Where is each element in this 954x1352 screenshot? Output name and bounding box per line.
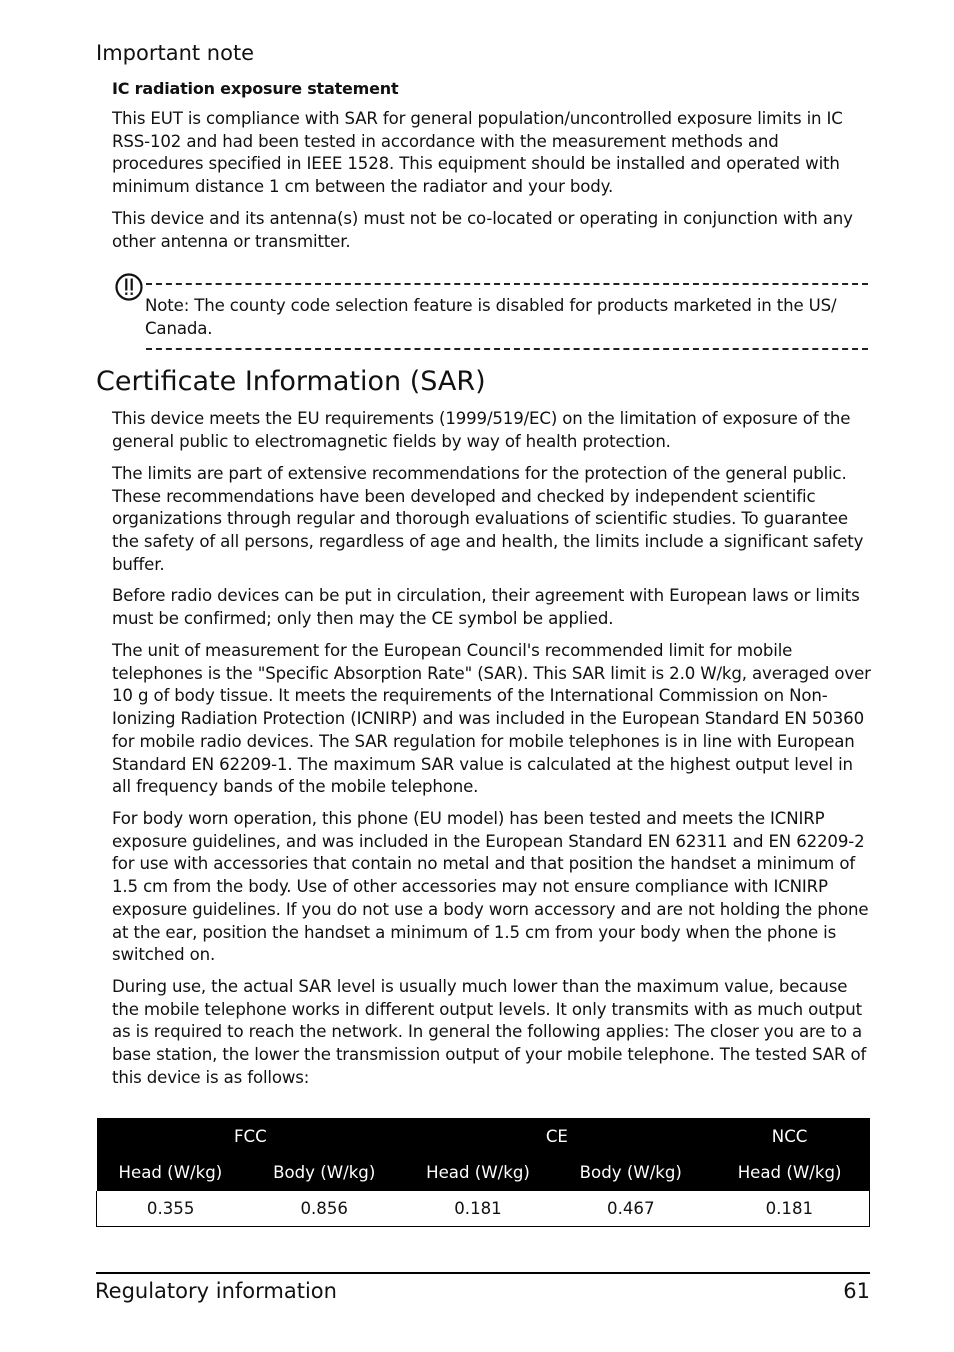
certificate-paragraph: During use, the actual SAR level is usually much lower than the maximum value, because the mobile telephone works in different output levels. It only transmits with as much output as is required to reach the network. In general the following applies: The closer you are to a base station, the lower the transmission output of your mobile telephone. The tested SAR of this device is as follows: — [112, 977, 867, 1087]
footer-section-name: Regulatory information — [95, 1279, 337, 1303]
certificate-paragraph: Before radio devices can be put in circulation, their agreement with European laws or limits must be confirmed; only then may the CE symbol be applied. — [112, 586, 860, 628]
sar-group-fcc: FCC — [97, 1118, 405, 1154]
section-heading-important-note: Important note — [96, 41, 255, 65]
sar-value-cell: 0.467 — [552, 1191, 710, 1227]
certificate-paragraph: This device meets the EU requirements (1999/519/EC) on the limitation of exposure of the general public to electromagnetic fields by way of health protection. — [112, 409, 851, 451]
sar-table — [96, 1118, 870, 1227]
sar-value-cell: 0.181 — [710, 1191, 870, 1227]
sar-column-header: Body (W/kg) — [552, 1154, 710, 1191]
ic-paragraph: This device and its antenna(s) must not be co-located or operating in conjunction with any other antenna or transmitter. — [112, 209, 853, 251]
footer-rule — [96, 1272, 870, 1274]
sar-group-ce: CE — [404, 1118, 710, 1154]
dotted-divider-top — [146, 283, 868, 285]
certificate-paragraph: For body worn operation, this phone (EU model) has been tested and meets the ICNIRP exposure guidelines, and was included in the European Standard EN 62311 and EN 62209-2 for use with accessories that contain no metal and that position the handset a minimum of 1.5 cm from the body. Use of other accessories may not ensure compliance with ICNIRP exposure guidelines. If you do not use a body worn accessory and are not holding the phone at the ear, position the handset a minimum of 1.5 cm from your body when the phone is switched on. — [112, 809, 869, 965]
note-label: Note — [145, 296, 184, 315]
page-number: 61 — [843, 1279, 870, 1303]
sar-column-header: Head (W/kg) — [710, 1154, 870, 1191]
dotted-divider-bottom — [146, 348, 868, 350]
sar-table-value-row — [97, 1191, 870, 1227]
certificate-section-title: Certificate Information (SAR) — [96, 366, 486, 397]
note-text — [145, 295, 870, 340]
ic-paragraph: This EUT is compliance with SAR for general population/uncontrolled exposure limits in IC RSS-102 and had been tested in accordance with the measurement methods and procedures specified in IEEE 1528. This equipment should be installed and operated with minimum distance 1 cm between the radiator and your body. — [112, 109, 843, 197]
sar-column-header: Head (W/kg) — [97, 1154, 245, 1191]
exclamation-circle-icon — [114, 272, 144, 302]
sar-value-cell: 0.355 — [97, 1191, 245, 1227]
sar-column-header: Head (W/kg) — [404, 1154, 552, 1191]
note-callout — [112, 272, 872, 356]
note-body: : The county code selection feature is disabled for products marketed in the US/ Canada. — [145, 296, 837, 338]
sar-value-cell: 0.181 — [404, 1191, 552, 1227]
sar-group-ncc: NCC — [710, 1118, 870, 1154]
sar-table-group-row — [97, 1118, 870, 1154]
sar-value-cell: 0.856 — [244, 1191, 404, 1227]
certificate-paragraph: The limits are part of extensive recommendations for the protection of the general public. These recommendations have been developed and checked by independent scientific organizations through regular and thorough evaluations of scientific studies. To guarantee the safety of all persons, regardless of age and health, the limits include a significant safety buffer. — [112, 464, 864, 574]
sar-column-header: Body (W/kg) — [244, 1154, 404, 1191]
certificate-paragraph: The unit of measurement for the European Council's recommended limit for mobile telephones is the "Specific Absorption Rate" (SAR). This SAR limit is 2.0 W/kg, averaged over 10 g of body tissue. It meets the requirements of the International Commission on Non-Ionizing Radiation Protection (ICNIRP) and was included in the European Standard EN 50360 for mobile radio devices. The SAR regulation for mobile telephones is in line with European Standard EN 62209-1. The maximum SAR value is calculated at the highest output level in all frequency bands of the mobile telephone. — [112, 641, 871, 797]
ic-statement-subheading: IC radiation exposure statement — [112, 79, 399, 98]
sar-table-header-row — [97, 1154, 870, 1191]
